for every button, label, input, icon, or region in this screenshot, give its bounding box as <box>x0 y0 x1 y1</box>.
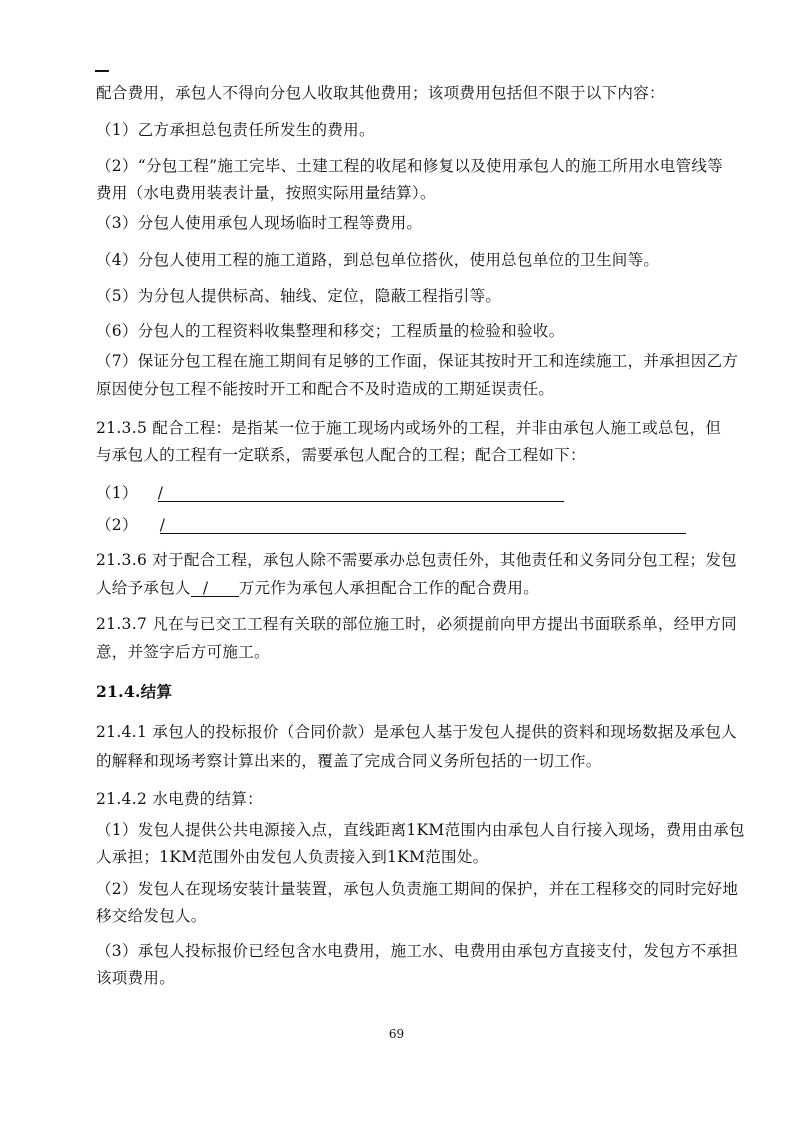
page-number: 69 <box>388 1027 405 1041</box>
text-line: （4）分包人使用工程的施工道路，到总包单位搭伙，使用总包单位的卫生间等。 <box>96 251 660 269</box>
text-line: （7）保证分包工程在施工期间有足够的工作面，保证其按时开工和连续施工，并承担因乙方 <box>96 352 739 370</box>
text-line: （1）发包人提供公共电源接入点，直线距离1KM范围内由承包人自行接入现场，费用由承包 <box>96 821 745 839</box>
item-prefix: （1） <box>96 484 138 502</box>
fill-in-line-2 <box>96 515 686 535</box>
text-line: 人承担；1KM范围外由发包人负责接入到1KM范围处。 <box>96 848 489 866</box>
text-line: （6）分包人的工程资料收集整理和移交；工程质量的检验和验收。 <box>96 322 565 340</box>
text-line-with-blank <box>96 578 539 598</box>
text-line: （3）承包人投标报价已经包含水电费用，施工水、电费用由承包方直接支付，发包方不承担 <box>96 942 739 960</box>
text-line: （2）“分包工程”施工完毕、土建工程的收尾和修复以及使用承包人的施工所用水电管线等 <box>96 157 724 175</box>
text-line: 21.3.7 凡在与已交工工程有关联的部位施工时，必须提前向甲方提出书面联系单，经甲方同 <box>96 615 737 633</box>
section-heading: 21.4.结算 <box>96 682 173 701</box>
text-line: （1）乙方承担总包责任所发生的费用。 <box>96 121 375 139</box>
text-segment: 万元作为承包人承担配合工作的配合费用。 <box>238 579 540 597</box>
text-line: 21.4.1 承包人的投标报价（合同价款）是承包人基于发包人提供的资料和现场数据及承包人 <box>96 723 737 741</box>
text-line: 原因使分包工程不能按时开工和配合不及时造成的工期延误责任。 <box>96 380 555 398</box>
text-line: 与承包人的工程有一定联系，需要承包人配合的工程；配合工程如下： <box>96 446 586 464</box>
fill-in-line-1 <box>96 483 564 503</box>
blank-value: / <box>158 483 564 502</box>
text-line: 21.4.2 水电费的结算： <box>96 790 263 808</box>
text-line: 配合费用，承包人不得向分包人收取其他费用；该项费用包括但不限于以下内容： <box>96 84 665 102</box>
blank-value: / <box>160 515 686 534</box>
text-line: 费用（水电费用装表计量，按照实际用量结算）。 <box>96 184 436 202</box>
text-line: 该项费用。 <box>96 969 176 987</box>
text-line: 21.3.5 配合工程：是指某一位于施工现场内或场外的工程，并非由承包人施工或总包，但 <box>96 419 722 437</box>
text-line: 的解释和现场考察计算出来的，覆盖了完成合同义务所包括的一切工作。 <box>96 752 602 770</box>
text-line: （5）为分包人提供标高、轴线、定位，隐蔽工程指引等。 <box>96 287 502 305</box>
item-prefix: （2） <box>96 516 138 534</box>
text-segment: 人给予承包人 <box>96 579 191 597</box>
header-dash <box>95 70 109 72</box>
text-line: 意，并签字后方可施工。 <box>96 643 270 661</box>
text-line: 21.3.6 对于配合工程，承包人除不需要承办总包责任外，其他责任和义务同分包工程；发包 <box>96 551 737 569</box>
text-line: 移交给发包人。 <box>96 907 207 925</box>
text-line: （3）分包人使用承包人现场临时工程等费用。 <box>96 214 423 232</box>
text-line: （2）发包人在现场安装计量装置，承包人负责施工期间的保护，并在工程移交的同时完好地 <box>96 880 739 898</box>
blank-amount: / <box>191 578 239 597</box>
